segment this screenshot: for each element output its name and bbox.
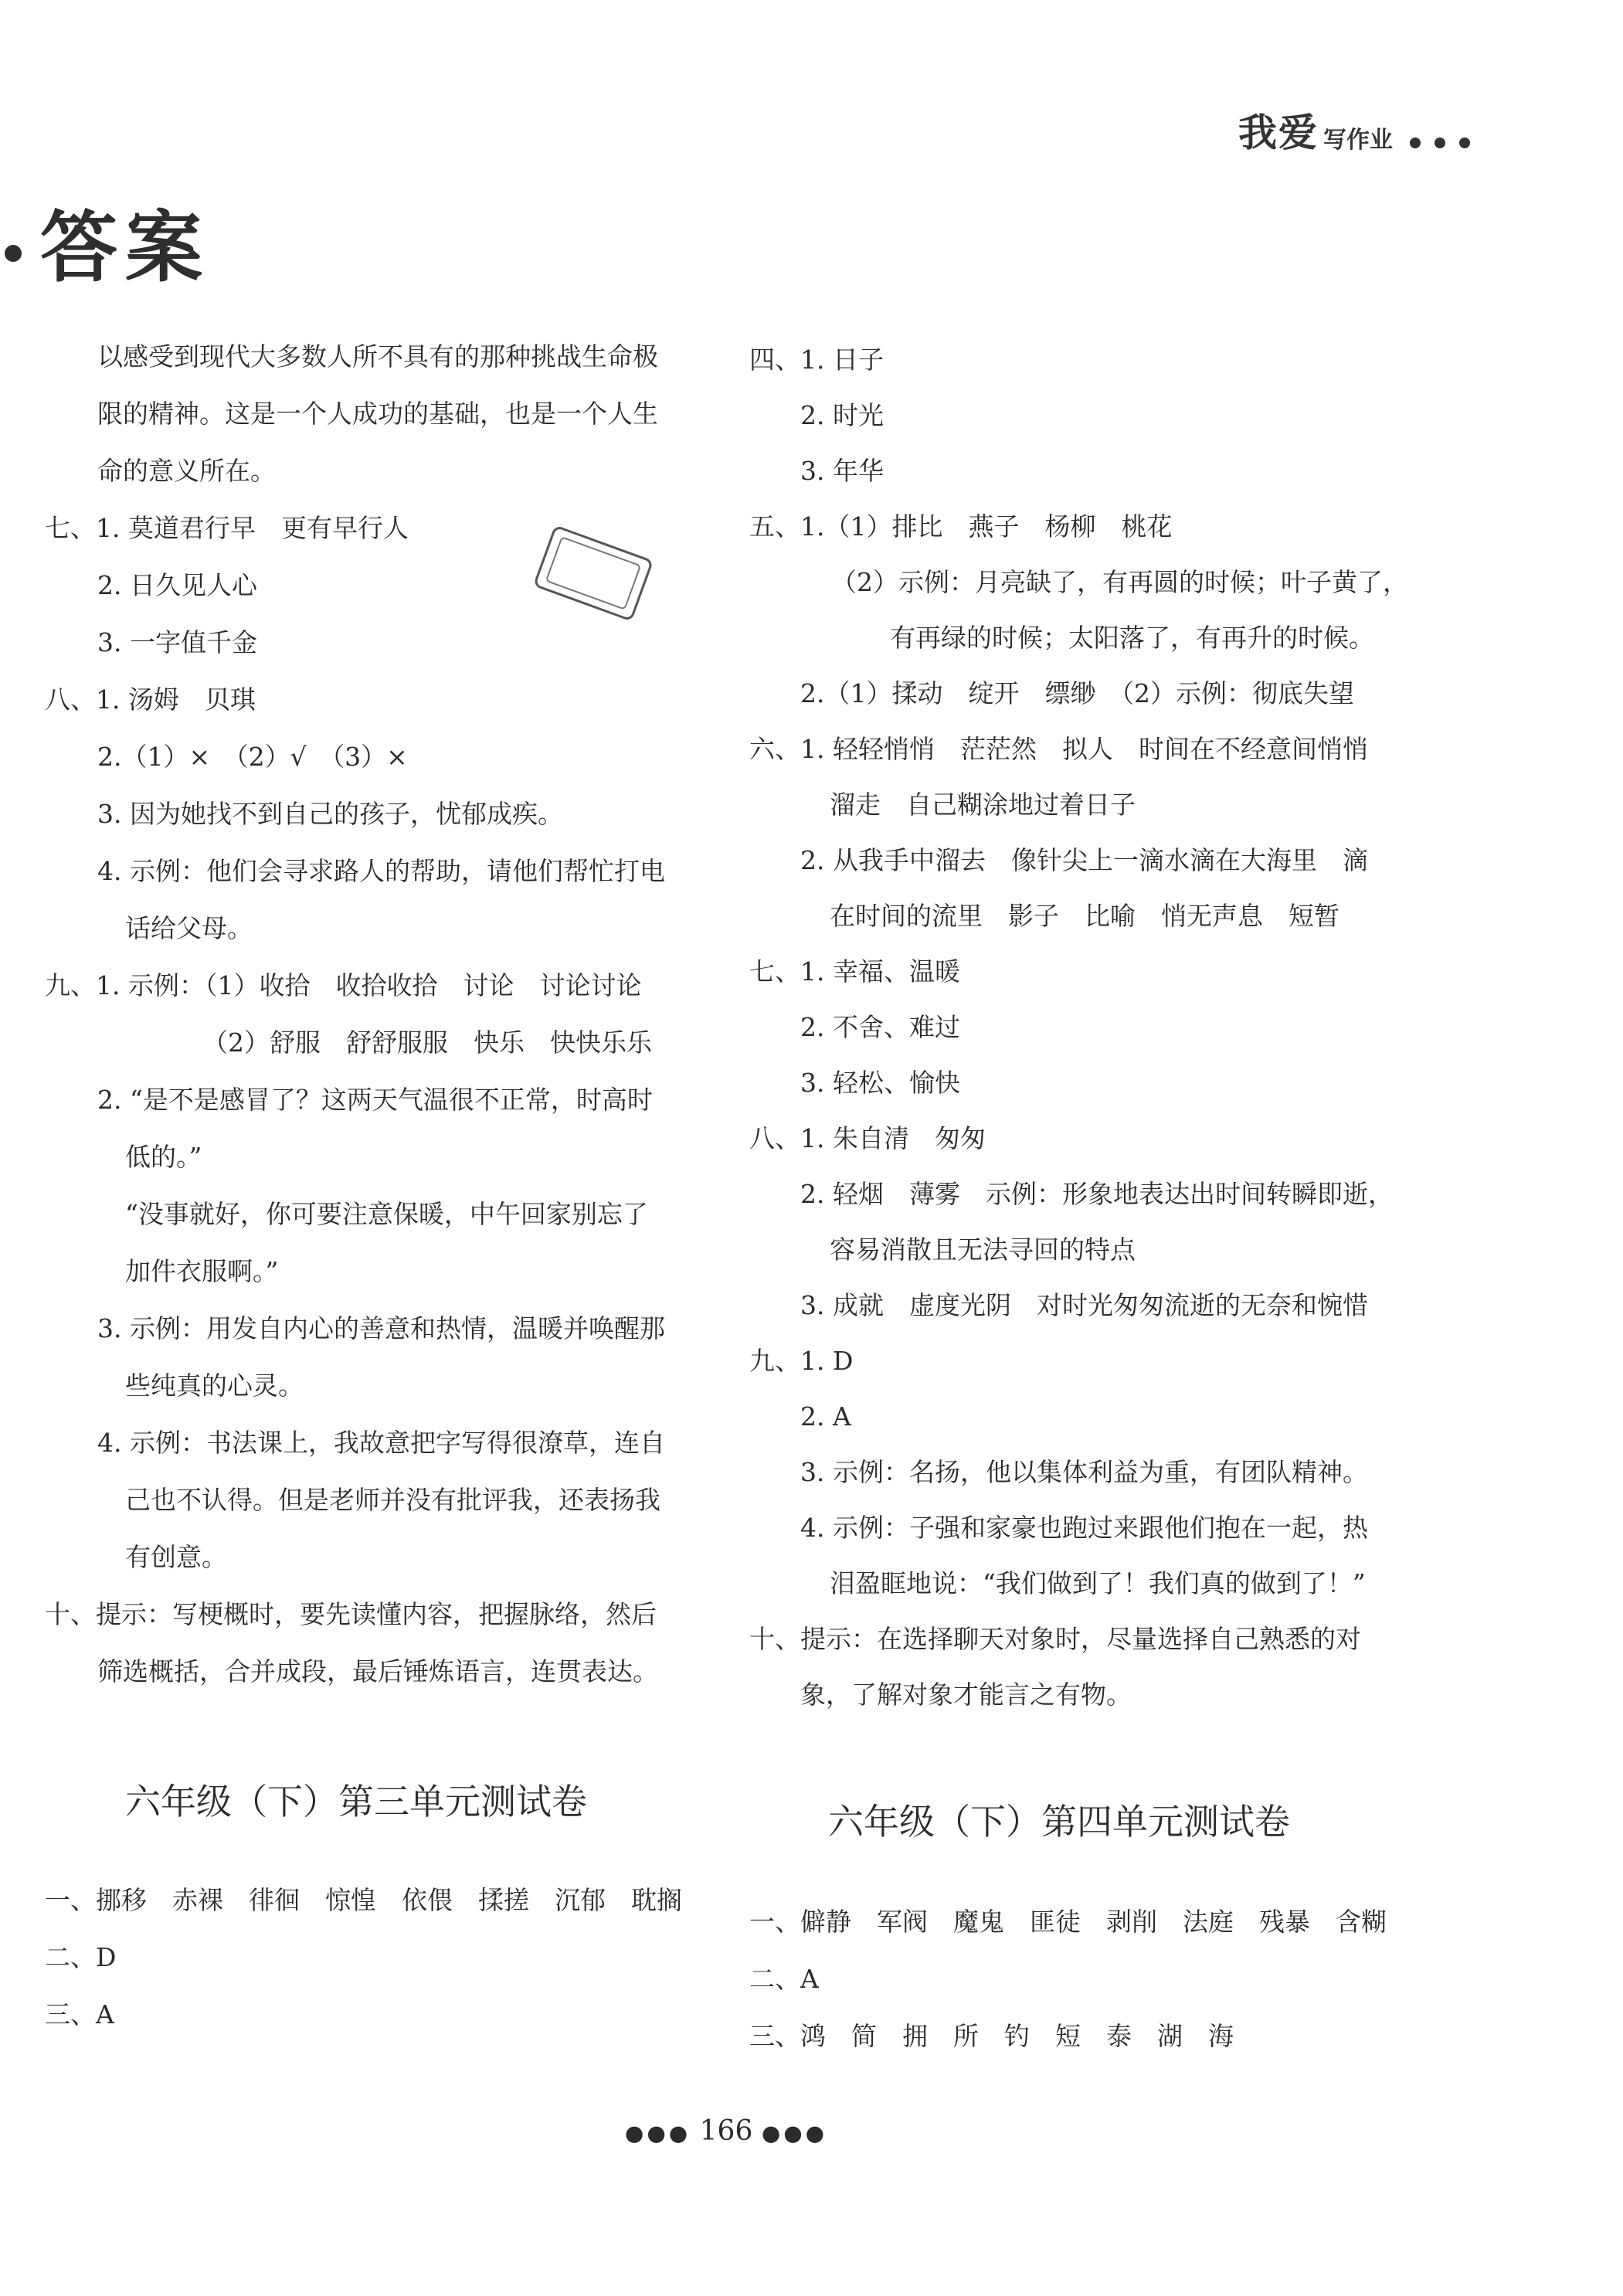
left-line: 3. 因为她找不到自己的孩子，忧郁成疾。 bbox=[97, 799, 563, 829]
left-line: 2.（1）× （2）√ （3）× bbox=[97, 742, 408, 772]
brand-dots bbox=[1410, 138, 1470, 148]
left-line: 2. 日久见人心 bbox=[97, 570, 257, 600]
right-unit-line: 二、A bbox=[749, 1964, 819, 1994]
unit-title-3: 六年级（下）第三单元测试卷 bbox=[125, 1781, 587, 1822]
right-line: 2.（1）揉动 绽开 缥缈 （2）示例：彻底失望 bbox=[800, 678, 1354, 708]
left-line: 3. 示例：用发自内心的善意和热情，温暖并唤醒那 bbox=[97, 1313, 665, 1343]
left-line: 己也不认得。但是老师并没有批评我，还表扬我 bbox=[125, 1485, 660, 1515]
left-line: 七、1. 莫道君行早 更有早行人 bbox=[45, 513, 409, 543]
right-line: 2. 不舍、难过 bbox=[800, 1012, 960, 1042]
right-line: 4. 示例：子强和家豪也跑过来跟他们抱在一起，热 bbox=[800, 1513, 1368, 1543]
right-line: （2）示例：月亮缺了，有再圆的时候；叶子黄了， bbox=[831, 567, 1408, 597]
left-line: 3. 一字值千金 bbox=[97, 627, 257, 657]
left-line: 命的意义所在。 bbox=[97, 456, 276, 486]
brand-big: 我爱 bbox=[1238, 110, 1319, 155]
brand-logo bbox=[1238, 102, 1470, 158]
right-line: 2. 时光 bbox=[800, 400, 884, 430]
left-line: 加件衣服啊。” bbox=[125, 1256, 279, 1286]
unit-title-4: 六年级（下）第四单元测试卷 bbox=[828, 1801, 1290, 1843]
left-line: 话给父母。 bbox=[125, 913, 253, 943]
left-line: 2. “是不是感冒了？这两天气温很不正常，时高时 bbox=[97, 1085, 653, 1115]
left-unit-line: 三、A bbox=[45, 1999, 114, 2029]
page-footer bbox=[0, 2115, 1452, 2147]
left-line: 以感受到现代大多数人所不具有的那种挑战生命极 bbox=[97, 341, 658, 372]
left-line: 4. 示例：他们会寻求路人的帮助，请他们帮忙打电 bbox=[97, 856, 665, 886]
right-line: 2. 轻烟 薄雾 示例：形象地表达出时间转瞬即逝， bbox=[800, 1179, 1394, 1209]
right-line: 七、1. 幸福、温暖 bbox=[749, 956, 960, 987]
left-line: 限的精神。这是一个人成功的基础，也是一个人生 bbox=[97, 399, 658, 429]
left-line: “没事就好，你可要注意保暖，中午回家别忘了 bbox=[125, 1199, 648, 1229]
page-title: 答案 bbox=[17, 185, 210, 297]
left-line: 些纯真的心灵。 bbox=[125, 1370, 304, 1401]
left-line: 九、1. 示例：（1）收拾 收拾收拾 讨论 讨论讨论 bbox=[45, 970, 642, 1000]
left-unit-line: 二、D bbox=[45, 1942, 117, 1972]
left-line: 有创意。 bbox=[125, 1542, 227, 1572]
right-line: 泪盈眶地说：“我们做到了！我们真的做到了！” bbox=[830, 1568, 1366, 1598]
brand-small: 写作业 bbox=[1323, 127, 1393, 154]
left-line: 八、1. 汤姆 贝琪 bbox=[45, 684, 256, 715]
left-line: 筛选概括，合并成段，最后锤炼语言，连贯表达。 bbox=[97, 1656, 658, 1686]
right-line: 六、1. 轻轻悄悄 茫茫然 拟人 时间在不经意间悄悄 bbox=[749, 734, 1368, 764]
left-line: 4. 示例：书法课上，我故意把字写得很潦草，连自 bbox=[97, 1428, 665, 1458]
left-line: 低的。” bbox=[125, 1142, 202, 1172]
footer-dots-left: ●●● bbox=[624, 2120, 691, 2146]
left-unit-line: 一、挪移 赤裸 徘徊 惊惶 依偎 揉搓 沉郁 耽搁 bbox=[45, 1885, 682, 1915]
right-line: 2. A bbox=[800, 1401, 851, 1432]
left-line: （2）舒服 舒舒服服 快乐 快快乐乐 bbox=[202, 1027, 652, 1058]
right-line: 在时间的流里 影子 比喻 悄无声息 短暂 bbox=[830, 901, 1339, 931]
right-line: 四、1. 日子 bbox=[749, 345, 884, 375]
right-line: 象，了解对象才能言之有物。 bbox=[800, 1680, 1132, 1710]
right-line: 有再绿的时候；太阳落了，有再升的时候。 bbox=[890, 623, 1374, 653]
right-line: 3. 成就 虚度光阴 对时光匆匆流逝的无奈和惋惜 bbox=[800, 1290, 1368, 1320]
right-line: 八、1. 朱自清 匆匆 bbox=[749, 1123, 986, 1153]
stamp-icon bbox=[533, 525, 654, 621]
right-line: 2. 从我手中溜去 像针尖上一滴水滴在大海里 滴 bbox=[800, 845, 1368, 875]
right-unit-line: 一、僻静 军阀 魔鬼 匪徒 剥削 法庭 残暴 含糊 bbox=[749, 1907, 1387, 1937]
left-line: 十、提示：写梗概时，要先读懂内容，把握脉络，然后 bbox=[45, 1599, 657, 1629]
footer-dots-right: ●●● bbox=[761, 2120, 828, 2146]
right-line: 3. 年华 bbox=[800, 456, 884, 486]
right-line: 容易消散且无法寻回的特点 bbox=[830, 1235, 1136, 1265]
right-unit-line: 三、鸿 简 拥 所 钓 短 泰 湖 海 bbox=[749, 2021, 1234, 2051]
right-line: 3. 轻松、愉快 bbox=[800, 1068, 960, 1098]
page-number: 166 bbox=[699, 2115, 753, 2147]
right-line: 九、1. D bbox=[749, 1346, 854, 1376]
right-line: 十、提示：在选择聊天对象时，尽量选择自己熟悉的对 bbox=[749, 1624, 1361, 1654]
title-dot-icon bbox=[5, 245, 22, 262]
right-line: 3. 示例：名扬，他以集体利益为重，有团队精神。 bbox=[800, 1457, 1368, 1487]
right-line: 溜走 自己糊涂地过着日子 bbox=[830, 790, 1136, 820]
right-line: 五、1.（1）排比 燕子 杨柳 桃花 bbox=[749, 511, 1173, 542]
